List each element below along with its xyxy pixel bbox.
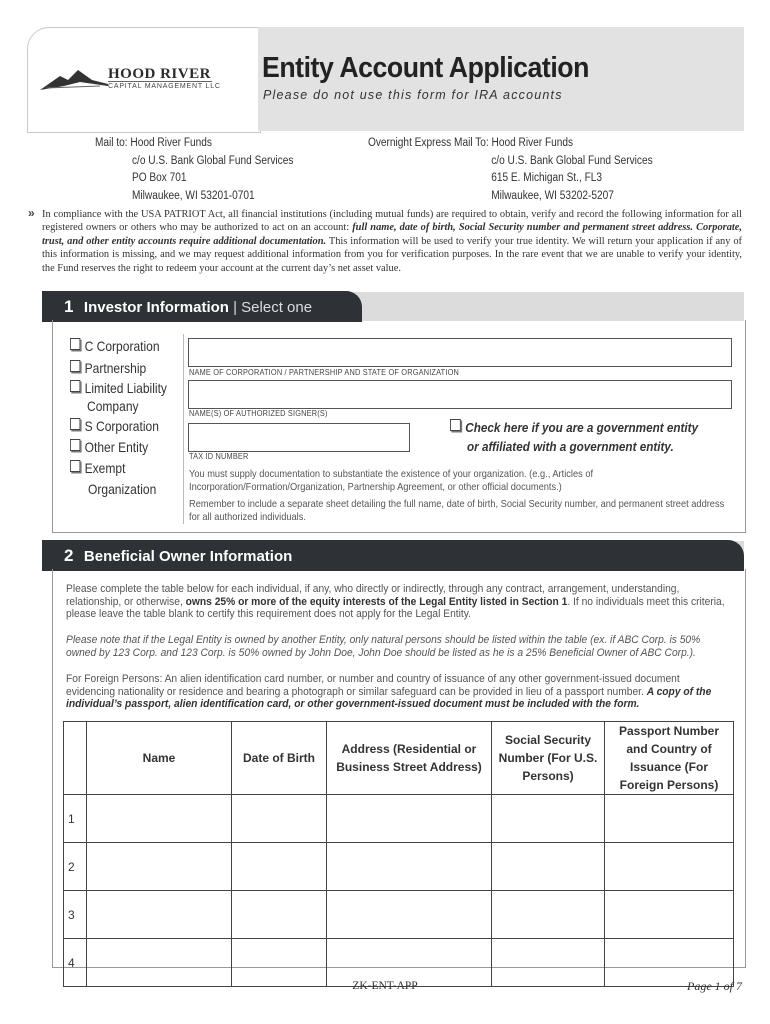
cell-name[interactable]: [87, 843, 232, 891]
government-entity-line2: or affiliated with a government entity.: [467, 439, 674, 454]
gov-label: Check here if you are a government entity: [465, 420, 699, 435]
patriot-text: This information will be used to verify your true identity. We will return your application if any of this information is missing, and we may request additional information from you for verification purposes. In the rare event that we are unable to verify your identity, the Fund reserves the right to redeem your account at the current day’s net asset value.: [42, 235, 743, 274]
para-bold: owns 25% or more of the equity interests of the Legal Entity listed in Section 1: [185, 595, 568, 608]
option-label: Limited Liability: [84, 380, 167, 396]
row-number: 2: [64, 843, 87, 891]
mountain-logo-icon: [40, 64, 108, 92]
mail-line: [368, 135, 653, 153]
form-code: ZK-ENT-APP: [352, 980, 418, 992]
checkbox[interactable]: [70, 338, 80, 350]
checkbox[interactable]: [70, 439, 80, 451]
column-header-address: Address (Residential or Business Street Address): [327, 722, 492, 795]
logo-name: HOOD RIVER: [108, 66, 211, 82]
cell-passport[interactable]: [605, 891, 734, 939]
option-llc[interactable]: [70, 380, 167, 396]
mail-line: Hood River Funds: [491, 137, 574, 149]
para-text: Please complete the table below for each individual, if any, who directly or indirectly, through any contract, arrangement, understanding, relationship, or otherwise,: [66, 583, 680, 608]
table-header-row: [64, 722, 734, 795]
mail-line: Mail to: Hood River Funds: [95, 137, 212, 149]
overnight-mail-address: [368, 135, 653, 205]
row-number-header: [64, 722, 87, 795]
cell-name[interactable]: [87, 795, 232, 843]
page-title: Entity Account Application: [262, 52, 589, 84]
cell-ssn[interactable]: [492, 795, 605, 843]
table-row: [64, 795, 734, 843]
table-row: [64, 891, 734, 939]
mail-line: c/o U.S. Bank Global Fund Services: [131, 154, 294, 167]
section2-heading: [64, 546, 292, 566]
tax-id-label: TAX ID NUMBER: [189, 452, 249, 461]
option-c-corporation[interactable]: [70, 338, 160, 354]
cell-dob[interactable]: [232, 843, 327, 891]
option-label: Exempt: [84, 460, 126, 476]
option-label: C Corporation: [84, 338, 160, 354]
option-label: S Corporation: [84, 418, 159, 434]
mail-to-address: [95, 135, 293, 205]
column-header-dob: Date of Birth: [232, 722, 327, 795]
beneficial-owner-instructions: [66, 583, 728, 621]
section1-heading: [64, 297, 312, 317]
mail-line: c/o U.S. Bank Global Fund Services: [491, 154, 653, 167]
section2-number: 2: [64, 546, 74, 565]
vertical-divider: [183, 334, 184, 524]
authorized-signers-label: NAME(S) OF AUTHORIZED SIGNER(S): [189, 409, 328, 418]
entity-owned-note: Please note that if the Legal Entity is owned by another Entity, only natural persons should be listed within the table (ex. if ABC Corp. is 50% owned by 123 Corp. and 123 Corp. is 50% owned by John Doe, John Doe should be listed as he is a 25% Beneficial Owner of ABC Corp.).: [66, 634, 701, 659]
overnight-label: Overnight Express Mail To:: [368, 137, 489, 149]
patriot-act-notice: [42, 208, 742, 275]
option-partnership[interactable]: [70, 360, 146, 376]
column-header-ssn: Social Security Number (For U.S. Persons): [492, 722, 605, 795]
logo-subtitle: CAPITAL MANAGEMENT LLC: [108, 83, 221, 90]
mail-line: PO Box 701: [131, 172, 187, 184]
checkbox[interactable]: [70, 380, 80, 392]
page-subtitle: Please do not use this form for IRA accounts: [263, 88, 563, 102]
section1-subtitle: Select one: [241, 299, 313, 316]
logo-divider: [108, 81, 212, 82]
separate-sheet-note: Remember to include a separate sheet detailing the full name, date of birth, Social Security number, and permanent street address for all authorized individuals.: [189, 499, 725, 523]
patriot-bold: full name, date of birth, Social Security number and permanent street address. Corporate, trust, and other entity accounts require additional documentation.: [42, 222, 742, 247]
para-bold: A copy of the individual’s passport, alien identification card, or other government-issued document must be included with the form.: [66, 685, 712, 711]
mail-line: 615 E. Michigan St., FL3: [491, 172, 603, 184]
cell-ssn[interactable]: [492, 843, 605, 891]
option-s-corporation[interactable]: [70, 418, 159, 434]
option-exempt[interactable]: [70, 460, 125, 476]
checkbox[interactable]: [70, 418, 80, 430]
row-number: 3: [64, 891, 87, 939]
section1-sep: |: [228, 299, 242, 316]
patriot-text: In compliance with the USA PATRIOT Act, all financial institutions (including mutual funds) are required to obtain, verify and record the following information for all registered owners or others who may be authorized to act on an account:: [42, 209, 742, 234]
section1-title: Investor Information: [83, 299, 229, 316]
checkbox[interactable]: [70, 460, 80, 472]
checkbox[interactable]: [70, 360, 80, 372]
table-row: [64, 843, 734, 891]
government-entity-checkbox[interactable]: [450, 418, 698, 437]
para-text: For Foreign Persons: An alien identification card number, or number and country of issuance of any other government-issued document evidencing nationality or residence and bearing a photograph or similar safeguard can be provided in lieu of a passport number.: [66, 673, 680, 698]
option-label: Other Entity: [84, 439, 149, 455]
corporation-name-label: NAME OF CORPORATION / PARTNERSHIP AND STATE OF ORGANIZATION: [189, 368, 459, 377]
tax-id-field[interactable]: [188, 423, 410, 452]
cell-dob[interactable]: [232, 891, 327, 939]
row-number: 4: [64, 939, 87, 987]
option-exempt-line2: Organization: [88, 481, 157, 497]
row-number: 1: [64, 795, 87, 843]
beneficial-owner-table: [63, 721, 734, 987]
mail-line: Milwaukee, WI 53202-5207: [491, 189, 614, 202]
authorized-signers-field[interactable]: [188, 380, 732, 409]
cell-address[interactable]: [327, 891, 492, 939]
cell-dob[interactable]: [232, 795, 327, 843]
cell-address[interactable]: [327, 795, 492, 843]
cell-address[interactable]: [327, 843, 492, 891]
cell-passport[interactable]: [605, 795, 734, 843]
foreign-persons-note: [66, 673, 728, 711]
cell-passport[interactable]: [605, 843, 734, 891]
cell-ssn[interactable]: [492, 891, 605, 939]
section2-title: Beneficial Owner Information: [83, 548, 293, 565]
chevron-icon: »: [28, 206, 35, 220]
checkbox[interactable]: [450, 419, 461, 431]
mail-line: Milwaukee, WI 53201-0701: [131, 189, 255, 202]
page-number: Page 1 of 7: [687, 979, 742, 993]
column-header-passport: Passport Number and Country of Issuance (For Foreign Persons): [605, 722, 734, 795]
column-header-name: Name: [87, 722, 232, 795]
option-llc-line2: Company: [87, 398, 139, 414]
corporation-name-field[interactable]: [188, 338, 732, 367]
option-other-entity[interactable]: [70, 439, 148, 455]
documentation-note: You must supply documentation to substantiate the existence of your organization. (e.g., Articles of Incorporation/Formation/Organization, Partnership Agreement, or other official documents.): [189, 469, 594, 493]
cell-name[interactable]: [87, 891, 232, 939]
option-label: Partnership: [84, 360, 147, 376]
section1-number: 1: [64, 297, 74, 316]
para-text: . If no individuals meet this criteria, please leave the table blank to certify this requirement does not apply for the Legal Entity.: [66, 595, 725, 621]
